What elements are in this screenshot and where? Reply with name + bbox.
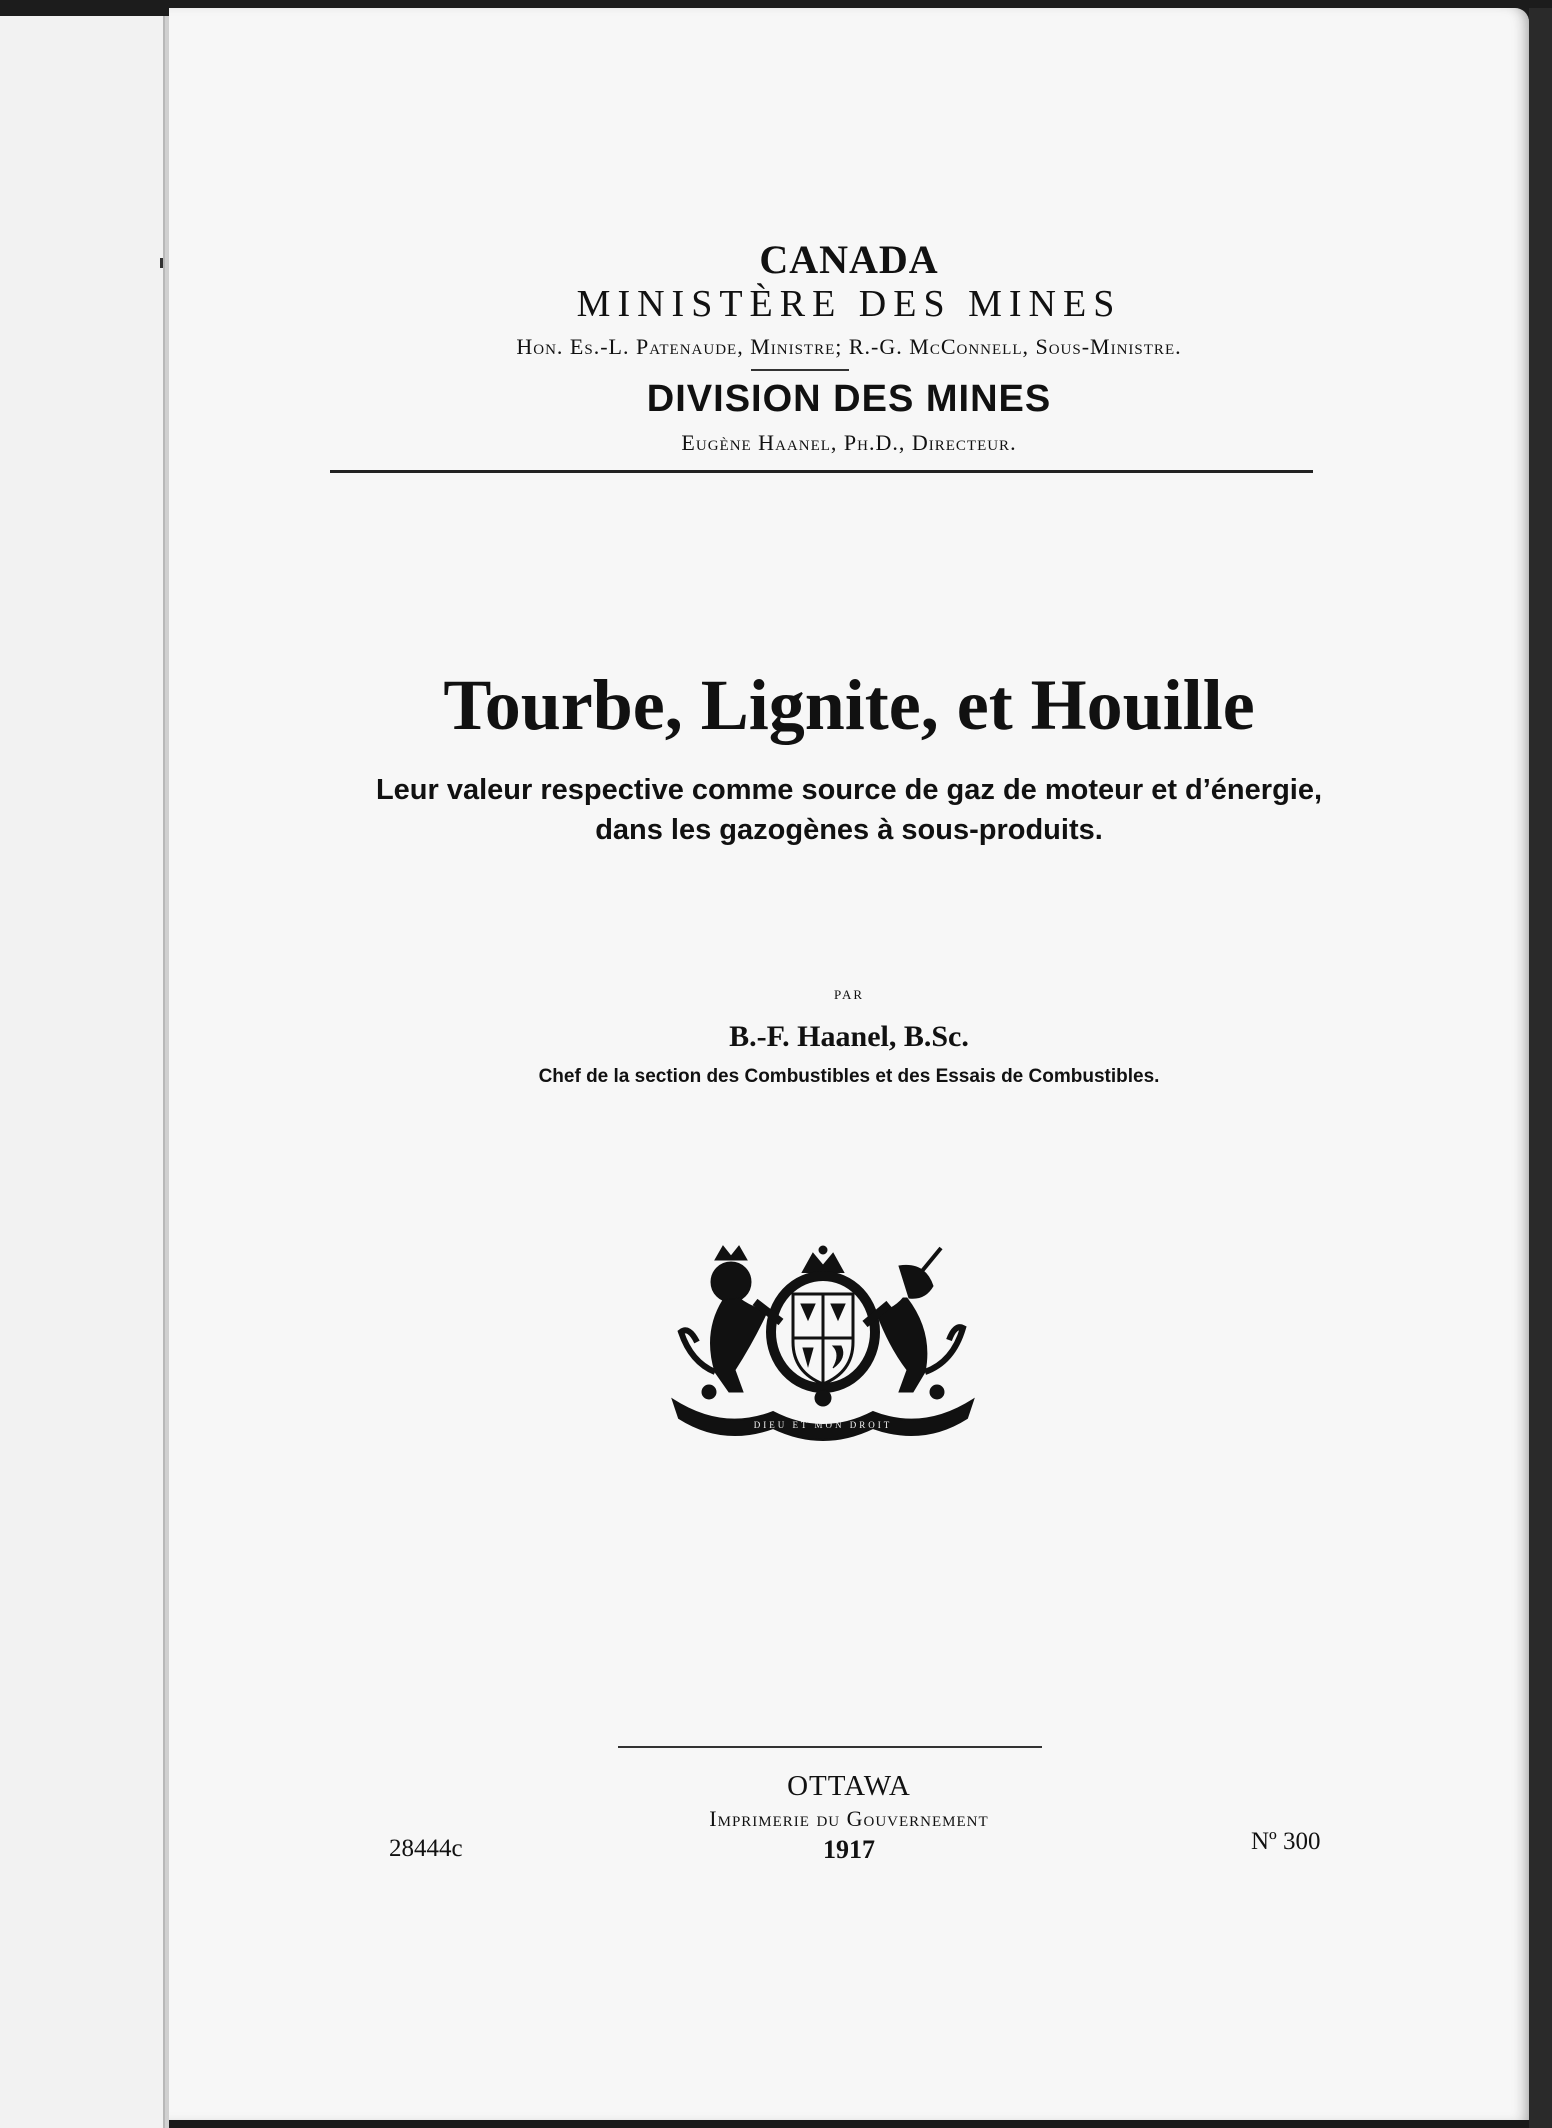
page-subtitle: Leur valeur respective comme source de gaz de moteur et d’énergie, dans les gazogènes à sous-produits.	[375, 774, 1323, 846]
header-divider	[751, 369, 849, 371]
by-line-label: par	[833, 983, 865, 1003]
author-role: Chef de la section des Combustibles et des Essais de Combustibles.	[538, 1066, 1160, 1087]
crest-motto: DIEU ET MON DROIT	[753, 1420, 893, 1430]
header-director: Eugène Haanel, Ph.D., Directeur.	[681, 430, 1017, 455]
header-ministry: MINISTÈRE DES MINES	[576, 283, 1122, 325]
facing-page	[0, 16, 165, 2128]
page-title: Tourbe, Lignite, et Houille	[443, 665, 1255, 745]
gutter-mark	[160, 258, 163, 268]
header-division: DIVISION DES MINES	[646, 378, 1052, 420]
publication-number: Nº 300	[1251, 1828, 1321, 1855]
header-country: CANADA	[759, 237, 939, 282]
footer-printer: Imprimerie du Gouvernement	[709, 1806, 989, 1831]
print-code: 28444c	[389, 1835, 463, 1862]
header-officials: Hon. Es.-L. Patenaude, Ministre; R.-G. McConnell, Sous-Ministre.	[516, 334, 1182, 359]
title-page	[169, 8, 1529, 2120]
scan-right-edge	[1529, 8, 1552, 2128]
footer-year: 1917	[823, 1835, 875, 1864]
footer-rule	[618, 1746, 1042, 1748]
footer-city: OTTAWA	[787, 1770, 911, 1802]
header-rule	[330, 470, 1313, 473]
author-name: B.-F. Haanel, B.Sc.	[729, 1020, 969, 1053]
royal-coat-of-arms-icon	[663, 1242, 983, 1442]
